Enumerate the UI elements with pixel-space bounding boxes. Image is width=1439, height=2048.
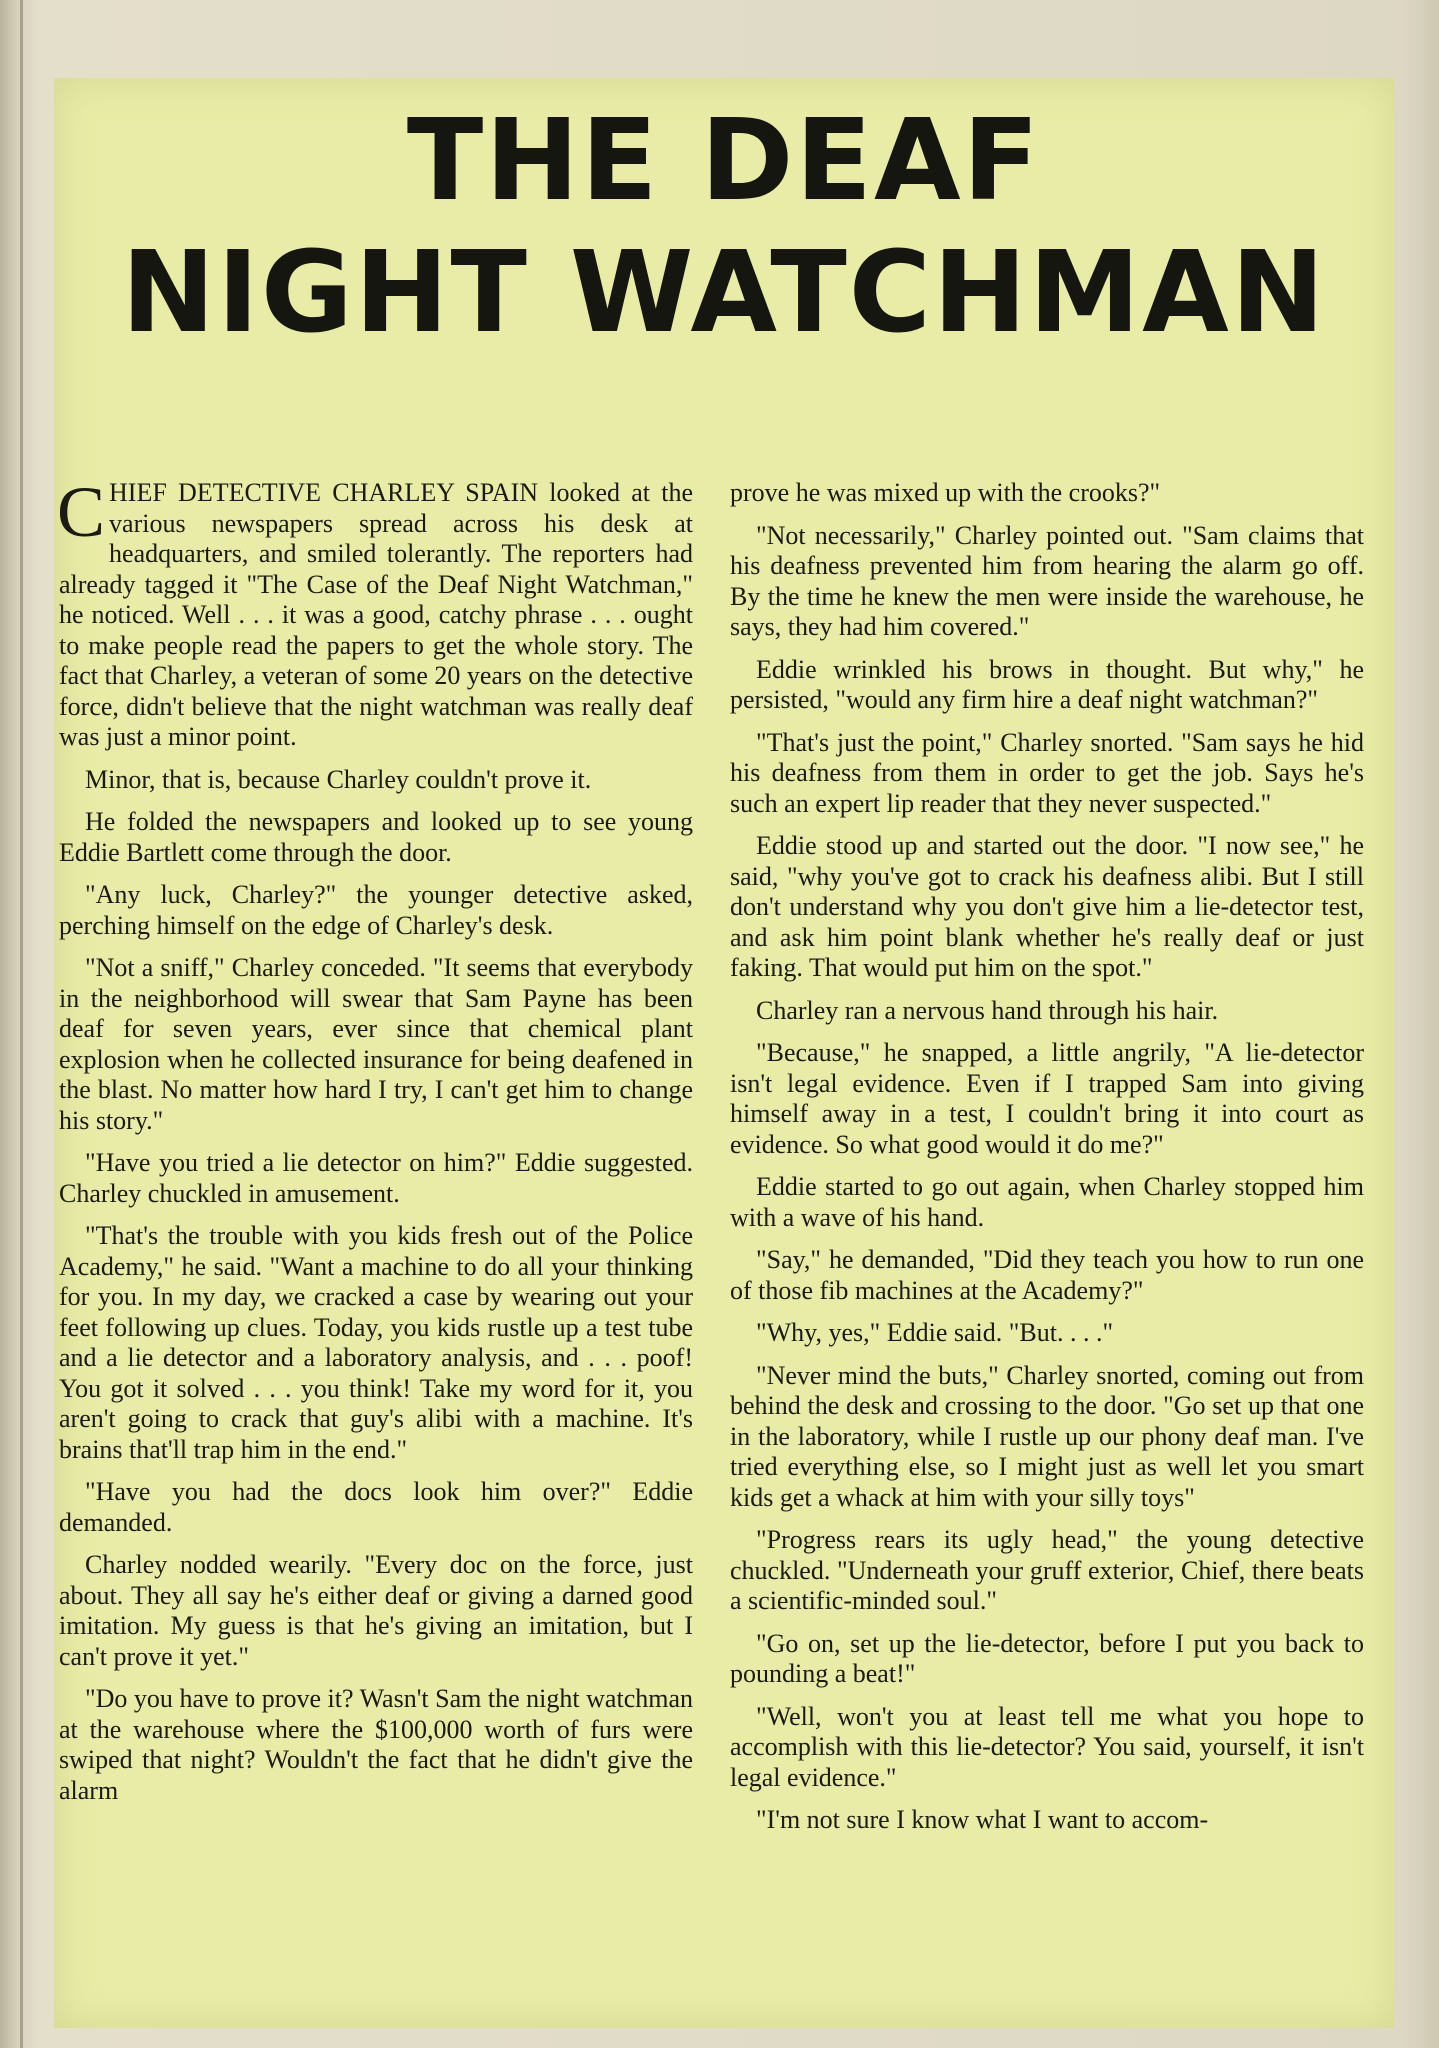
paragraph: "Any luck, Charley?" the younger detective asked, perching himself on the edge of Charley's desk. (59, 880, 693, 940)
paragraph: HIEF DETECTIVE CHARLEY SPAIN looked at the various newspapers spread across his desk at headquarters, and smiled tolerantly. The reporters had already tagged it "The Case of the Deaf Night Watchman," he noticed. Well . . . it was a good, catchy phrase . . . ought to make people read the papers to get the whole story. The fact that Charley, a veteran of some 20 years on the detective force, didn't believe that the night watchman was really deaf was just a minor point. (59, 478, 693, 751)
paragraph: He folded the newspapers and looked up to see young Eddie Bartlett come through the door. (59, 807, 693, 867)
left-column (57, 472, 693, 1818)
drop-cap: C (57, 472, 106, 552)
paragraph: Eddie started to go out again, when Charley stopped him with a wave of his hand. (730, 1172, 1364, 1232)
paragraph: "Why, yes," Eddie said. "But. . . ." (756, 1318, 1114, 1347)
paragraph: "Progress rears its ugly head," the young detective chuckled. "Underneath your gruff exterior, Chief, there beats a scientific-minded soul." (730, 1525, 1364, 1615)
story-panel (54, 78, 1394, 2028)
paragraph: "Have you had the docs look him over?" Eddie demanded. (59, 1477, 693, 1537)
paragraph: "Not necessarily," Charley pointed out. "Sam claims that his deafness prevented him from hearing the alarm go off. By the time he knew the men were inside the warehouse, he says, they had him covered." (730, 520, 1364, 641)
right-column (730, 478, 1364, 1848)
paragraph: prove he was mixed up with the crooks?" (730, 478, 1161, 507)
paragraph: "Do you have to prove it? Wasn't Sam the night watchman at the warehouse where the $100,000 worth of furs were swiped that night? Wouldn't the fact that he didn't give the alarm (59, 1684, 693, 1805)
paragraph: "I'm not sure I know what I want to accom- (756, 1805, 1209, 1834)
paragraph: "Not a sniff," Charley conceded. "It seems that everybody in the neighborhood will swear that Sam Payne has been deaf for seven years, ever since that chemical plant explosion when he collected insurance for being deafened in the blast. No matter how hard I try, I can't get him to change his story." (59, 953, 693, 1135)
paragraph: Eddie stood up and started out the door. "I now see," he said, "why you've got to crack his deafness alibi. But I still don't understand why you don't give him a lie-detector test, and ask him point blank whether he's really deaf or just faking. That would put him on the spot." (730, 831, 1364, 982)
title-line-1: THE DEAF (406, 96, 1042, 226)
paragraph: "Go on, set up the lie-detector, before I put you back to pounding a beat!" (730, 1628, 1364, 1688)
binding-gutter (20, 0, 23, 2048)
paragraph: "Say," he demanded, "Did they teach you how to run one of those fib machines at the Academy?" (730, 1245, 1364, 1305)
paragraph: Charley nodded wearily. "Every doc on the force, just about. They all say he's either deaf or giving a darned good imitation. My guess is that he's giving an imitation, but I can't prove it yet." (59, 1550, 693, 1671)
paragraph: "Because," he snapped, a little angrily, "A lie-detector isn't legal evidence. Even if I trapped Sam into giving himself away in a test, I couldn't bring it into court as evidence. So what good would it do me?" (730, 1038, 1364, 1159)
paragraph: "Have you tried a lie detector on him?" Eddie suggested. Charley chuckled in amusement. (59, 1148, 693, 1208)
paragraph: "Well, won't you at least tell me what you hope to accomplish with this lie-detector? You said, yourself, it isn't legal evidence." (730, 1701, 1364, 1792)
paragraph: "That's just the point," Charley snorted. "Sam says he hid his deafness from them in order to get the job. Says he's such an expert lip reader that they never suspected." (730, 727, 1364, 818)
title-line-2: NIGHT WATCHMAN (121, 228, 1327, 358)
paragraph: "That's the trouble with you kids fresh out of the Police Academy," he said. "Want a machine to do all your thinking for you. In my day, we cracked a case by wearing out your feet following up clues. Today, you kids rustle up a test tube and a lie detector and a laboratory analysis, and . . . poof! You got it solved . . . you think! Take my word for it, you aren't going to crack that guy's alibi with a machine. It's brains that'll trap him in the end." (59, 1221, 693, 1464)
paragraph: Charley ran a nervous hand through his hair. (756, 995, 1219, 1025)
paragraph: Eddie wrinkled his brows in thought. But why," he persisted, "would any firm hire a deaf night watchman?" (730, 654, 1364, 714)
paragraph: "Never mind the buts," Charley snorted, coming out from behind the desk and crossing to the door. "Go set up that one in the laboratory, while I rustle up our phony deaf man. I've tried everything else, so I might just as well let you smart kids get a whack at him with your silly toys" (730, 1360, 1364, 1512)
paragraph: Minor, that is, because Charley couldn't prove it. (85, 764, 592, 794)
